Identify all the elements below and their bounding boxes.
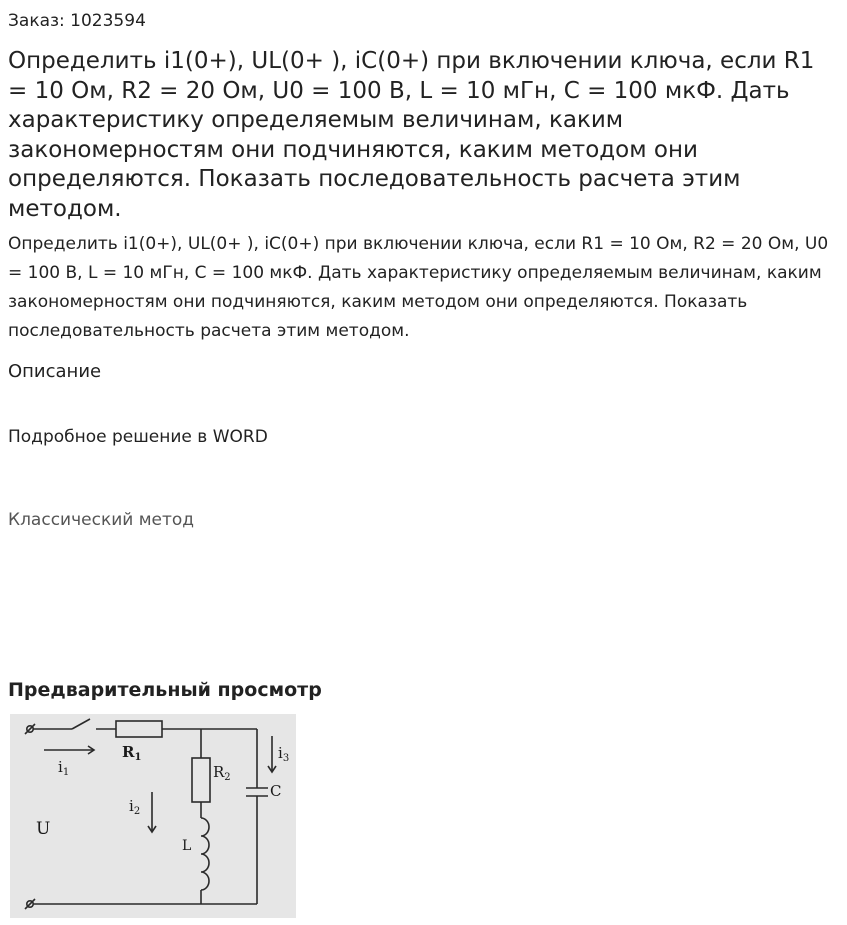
- label-i1: $i_1$: [58, 758, 70, 778]
- preview-heading: Предварительный просмотр: [8, 679, 322, 701]
- description-solution: Подробное решение в WORD: [8, 427, 268, 447]
- switch-blade: [72, 719, 90, 729]
- task-title: Определить i1(0+), UL(0+ ), iC(0+) при включении ключа, если R1 = 10 Ом, R2 = 20 Ом, U0 = 100 В, L = 10 мГн, C = 100 мкФ. Дать характеристику определяемым величинам, каким закономерностям они подчиняются, каким методом они определяются. Показать последовательность расчета этим методом.: [8, 48, 815, 222]
- order-number: Заказ: 1023594: [8, 11, 146, 31]
- resistor-r1: [116, 721, 162, 737]
- label-u: U: [36, 819, 51, 839]
- label-i2: $i_2$: [129, 797, 141, 817]
- label-c: C: [270, 782, 282, 800]
- circuit-preview-image: [10, 714, 296, 918]
- description-method: Классический метод: [8, 510, 195, 530]
- task-body: Определить i1(0+), UL(0+ ), iC(0+) при включении ключа, если R1 = 10 Ом, R2 = 20 Ом, U0 = 100 В, L = 10 мГн, C = 100 мкФ. Дать характеристику определяемым величинам, каким закономерностям они подчиняются, каким методом они определяются. Показать последовательность расчета этим методом.: [8, 234, 829, 341]
- description-label: Описание: [8, 361, 102, 382]
- resistor-r2: [192, 758, 210, 802]
- inductor-l: [201, 818, 209, 890]
- label-r1: $R_1$: [122, 743, 142, 763]
- label-r2: $R_2$: [213, 763, 231, 783]
- circuit-diagram: [10, 714, 296, 918]
- label-l: L: [182, 838, 192, 854]
- label-i3: $i_3$: [278, 744, 290, 764]
